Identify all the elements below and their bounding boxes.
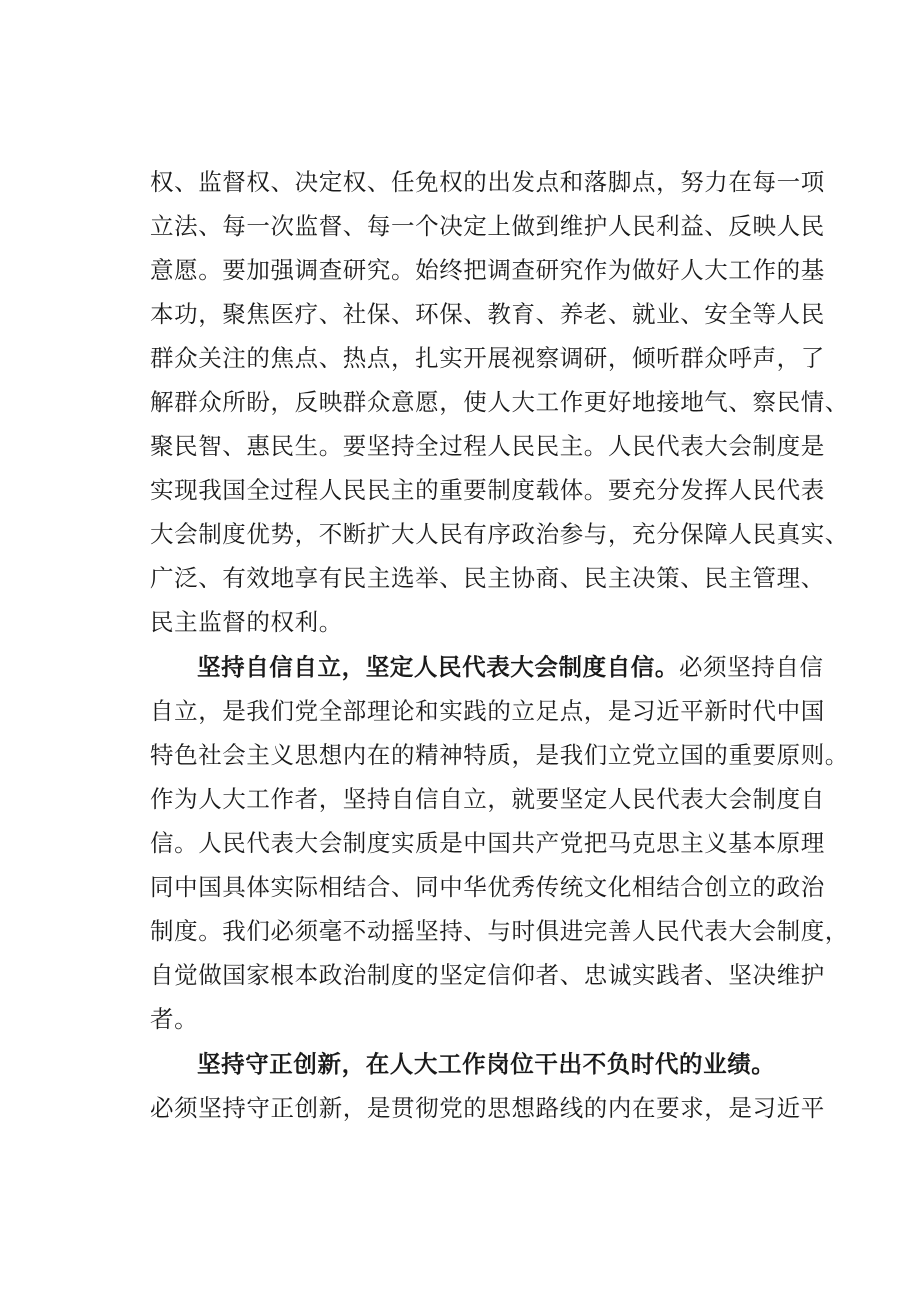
paragraph-line: 意愿。要加强调查研究。始终把调查研究作为做好人大工作的基: [150, 256, 825, 284]
paragraph-line: 解群众所盼，反映群众意愿，使人大工作更好地接地气、察民情、: [150, 388, 849, 416]
paragraph-line: 自觉做国家根本政治制度的坚定信仰者、忠诚实践者、坚决维护: [150, 961, 825, 989]
paragraph-line: 必须坚持守正创新，是贯彻党的思想路线的内在要求，是习近平: [150, 1094, 825, 1122]
paragraph-line: 特色社会主义思想内在的精神特质，是我们立党立国的重要原则。: [150, 741, 849, 769]
paragraph-line: 作为人大工作者，坚持自信自立，就要坚定人民代表大会制度自: [150, 785, 825, 813]
paragraph-line: 聚民智、惠民生。要坚持全过程人民民主。人民代表大会制度是: [150, 432, 825, 460]
section-first-line: [197, 652, 877, 682]
paragraph-line: 本功，聚焦医疗、社保、环保、教育、养老、就业、安全等人民: [150, 300, 825, 328]
paragraph-line: 制度。我们必须毫不动摇坚持、与时俱进完善人民代表大会制度，: [150, 917, 849, 945]
paragraph-line: 民主监督的权利。: [150, 608, 343, 636]
paragraph-line: 实现我国全过程人民民主的重要制度载体。要充分发挥人民代表: [150, 476, 825, 504]
paragraph-text: 必须坚持自信: [679, 653, 824, 681]
paragraph-line: 大会制度优势，不断扩大人民有序政治参与，充分保障人民真实、: [150, 520, 849, 548]
section-heading: 坚持守正创新，在人大工作岗位干出不负时代的业绩。: [197, 1050, 776, 1078]
section-heading: 坚持自信自立，坚定人民代表大会制度自信。: [197, 653, 679, 681]
paragraph-line: 立法、每一次监督、每一个决定上做到维护人民利益、反映人民: [150, 212, 825, 240]
paragraph-line: 信。人民代表大会制度实质是中国共产党把马克思主义基本原理: [150, 829, 825, 857]
paragraph-line: 自立，是我们党全部理论和实践的立足点，是习近平新时代中国: [150, 697, 825, 725]
paragraph-line: 群众关注的焦点、热点，扎实开展视察调研，倾听群众呼声，了: [150, 344, 825, 372]
paragraph-line: 广泛、有效地享有民主选举、民主协商、民主决策、民主管理、: [150, 564, 825, 592]
paragraph-line: 权、监督权、决定权、任免权的出发点和落脚点，努力在每一项: [150, 168, 825, 196]
paragraph-line: 同中国具体实际相结合、同中华优秀传统文化相结合创立的政治: [150, 873, 825, 901]
paragraph-line: 者。: [150, 1005, 199, 1033]
